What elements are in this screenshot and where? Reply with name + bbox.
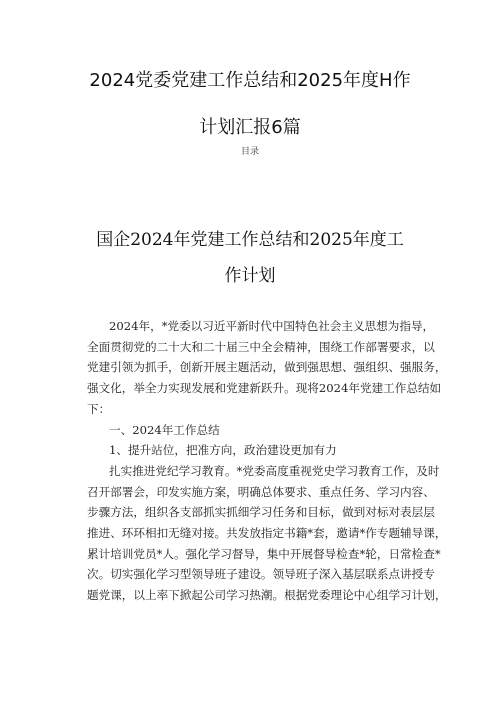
body-line: 1、提升站位，把准方向，政治建设更加有力 — [109, 443, 337, 458]
body-line: 一、2024年工作总结 — [109, 422, 220, 437]
section-title-line-2: 作计划 — [224, 266, 276, 286]
body-line: 次。切实强化学习型领导班子建设。领导班子深入基层联系点讲授专 — [87, 567, 435, 582]
table-of-contents-label: 目录 — [240, 147, 259, 157]
body-line: 强文化，举全力实现发展和党建新跃升。现将2024年党建工作总结如 — [87, 381, 442, 396]
document-title-line-1: 2024党委党建工作总结和2025年度H作 — [89, 70, 411, 91]
body-line: 步骤方法，组织各支部抓实抓细学习任务和目标，做到对标对表层层 — [87, 505, 435, 520]
body-line: 全面贯彻党的二十大和二十届三中全会精神，围绕工作部署要求，以 — [87, 339, 435, 354]
body-line: 召开部署会，印发实施方案，明确总体要求、重点任务、学习内容、 — [87, 484, 435, 499]
body-line: 累计培训党员*人。强化学习督导，集中开展督导检查*轮，日常检查* — [87, 546, 441, 561]
document-title-line-2: 计划汇报6篇 — [199, 117, 301, 138]
body-line: 扎实推进党纪学习教育。*党委高度重视党史学习教育工作，及时 — [109, 463, 440, 478]
body-line: 2024年，*党委以习近平新时代中国特色社会主义思想为指导， — [109, 319, 435, 333]
body-line: 题党课，以上率下掀起公司学习热潮。根据党委理论中心组学习计划， — [87, 588, 447, 603]
body-line: 推进、环环相扣无缝对接。共发放指定书籍*套，邀请*作专题辅导课， — [87, 526, 447, 540]
body-line: 下： — [87, 401, 111, 416]
body-line: 党建引领为抓手，创新开展主题活动，做到强思想、强组织、强服务， — [87, 360, 447, 375]
section-title-line-1: 国企2024年党建工作总结和2025年度工 — [96, 230, 404, 250]
